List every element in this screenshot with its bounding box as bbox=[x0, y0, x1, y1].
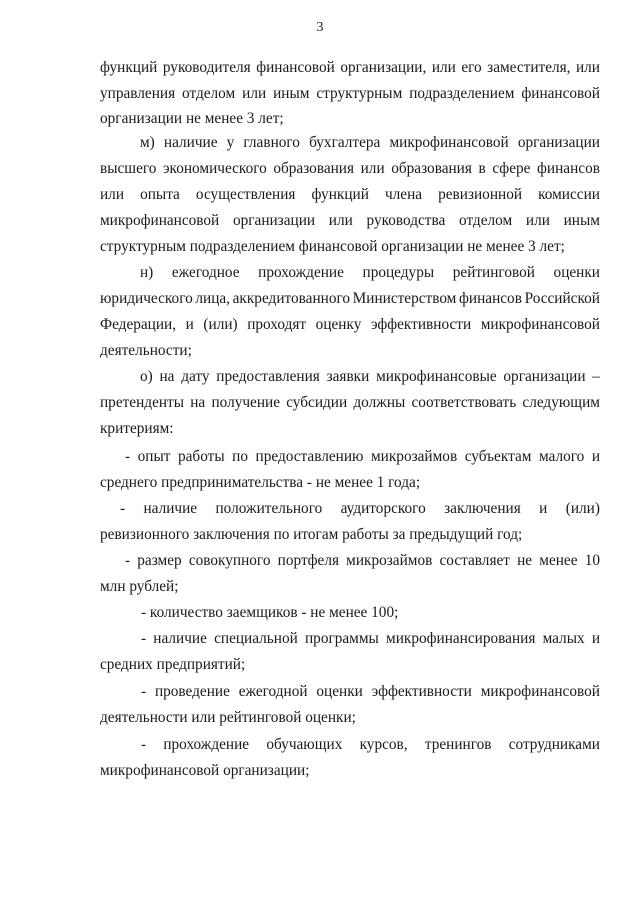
word: лица, bbox=[195, 290, 230, 307]
list-item-line bbox=[125, 449, 600, 464]
word: микрофинансовой bbox=[389, 134, 509, 151]
word: или bbox=[328, 212, 353, 229]
word: сфере bbox=[492, 160, 531, 177]
word: подразделением bbox=[409, 85, 515, 102]
text-line: деятельности; bbox=[100, 342, 192, 359]
list-item-line bbox=[141, 737, 600, 752]
word: - bbox=[125, 552, 131, 569]
word: не bbox=[517, 552, 533, 569]
word: или bbox=[575, 59, 600, 76]
word: ежегодной bbox=[238, 683, 308, 700]
word: или bbox=[431, 59, 456, 76]
word: организации bbox=[232, 212, 316, 229]
text-line bbox=[100, 187, 600, 202]
word: получение bbox=[211, 394, 280, 411]
text-line bbox=[100, 291, 600, 306]
word: микрофинансовой bbox=[100, 212, 220, 229]
word: малого bbox=[538, 448, 585, 465]
word: - bbox=[125, 448, 131, 465]
word: опыта bbox=[140, 186, 180, 203]
word: менее bbox=[539, 552, 578, 569]
word: работы bbox=[177, 448, 225, 465]
word: в bbox=[478, 160, 486, 177]
word: его bbox=[461, 59, 482, 76]
word: аудиторского bbox=[340, 500, 426, 517]
word: предоставлению bbox=[255, 448, 364, 465]
word: - bbox=[141, 683, 147, 700]
word: образования bbox=[273, 160, 355, 177]
word: структурным bbox=[316, 85, 403, 102]
word: заместителя, bbox=[487, 59, 571, 76]
word: иным bbox=[563, 212, 600, 229]
text-line: критериям: bbox=[100, 420, 174, 437]
word: микрозаймов bbox=[371, 448, 458, 465]
word: - bbox=[141, 736, 147, 753]
text-line: ревизионного заключения по итогам работы за предыдущий год; bbox=[100, 526, 523, 543]
word: специальной bbox=[214, 630, 298, 647]
word: портфеля bbox=[277, 552, 339, 569]
word: микрофинансовые bbox=[376, 368, 497, 385]
word: следующим bbox=[522, 394, 600, 411]
text-line: млн рублей; bbox=[100, 578, 179, 595]
word: или bbox=[100, 186, 125, 203]
word: высшего bbox=[100, 160, 157, 177]
word: составляет bbox=[439, 552, 510, 569]
text-line bbox=[140, 265, 600, 280]
word: совокупного bbox=[188, 552, 271, 569]
word: или bbox=[360, 160, 385, 177]
text-line bbox=[100, 213, 600, 228]
word: проходят bbox=[247, 316, 307, 333]
word: по bbox=[232, 448, 248, 465]
text-line: микрофинансовой организации; bbox=[100, 762, 310, 779]
word: м) bbox=[140, 134, 155, 151]
word: оценки bbox=[553, 264, 600, 281]
word: организации bbox=[517, 134, 600, 151]
word: - bbox=[120, 500, 126, 517]
list-item-line bbox=[120, 501, 600, 516]
word: – bbox=[592, 368, 600, 385]
word: положительного bbox=[215, 500, 323, 517]
text-line bbox=[100, 395, 600, 410]
word: и bbox=[591, 630, 600, 647]
word: программы bbox=[304, 630, 379, 647]
word: дату bbox=[181, 368, 210, 385]
word: оценку bbox=[315, 316, 362, 333]
word: прохождение bbox=[163, 736, 250, 753]
word: Федерации, bbox=[100, 316, 177, 333]
word: наличие bbox=[163, 134, 218, 151]
word: функций bbox=[100, 59, 158, 76]
word: - bbox=[141, 630, 147, 647]
text-line: организации не менее 3 лет; bbox=[100, 110, 284, 127]
word: руководства bbox=[366, 212, 446, 229]
word: микрофинансовой bbox=[480, 316, 600, 333]
word: субъектам bbox=[464, 448, 532, 465]
word: управления bbox=[100, 85, 176, 102]
word: (или) bbox=[203, 316, 238, 333]
word: обучающих bbox=[266, 736, 343, 753]
word: прохождение bbox=[258, 264, 344, 281]
word: члена bbox=[384, 186, 423, 203]
word: отделом bbox=[459, 212, 513, 229]
word: тренингов bbox=[424, 736, 492, 753]
word: претенденты bbox=[100, 394, 185, 411]
word: предоставления bbox=[216, 368, 320, 385]
word: о) bbox=[140, 368, 153, 385]
word: финансовой bbox=[256, 59, 335, 76]
word: заявки bbox=[326, 368, 370, 385]
word: отделом bbox=[182, 85, 236, 102]
word: и bbox=[591, 448, 600, 465]
word: микрофинансирования bbox=[386, 630, 536, 647]
list-item-line bbox=[141, 684, 600, 699]
word: осуществления bbox=[195, 186, 296, 203]
word: субсидии bbox=[286, 394, 348, 411]
word: наличие bbox=[143, 500, 198, 517]
word: сотрудниками bbox=[508, 736, 600, 753]
text-line bbox=[140, 369, 600, 384]
word: заключения bbox=[444, 500, 521, 517]
word: курсов, bbox=[359, 736, 408, 753]
word: юридического bbox=[100, 290, 193, 307]
word: наличие bbox=[153, 630, 207, 647]
word: главного bbox=[243, 134, 300, 151]
word: на bbox=[190, 394, 206, 411]
word: Российской bbox=[524, 290, 600, 307]
word: ежегодное bbox=[171, 264, 240, 281]
word: 10 bbox=[584, 552, 600, 569]
word: микрофинансовой bbox=[480, 683, 600, 700]
word: аккредитованного bbox=[232, 290, 351, 307]
word: на bbox=[159, 368, 175, 385]
word: или bbox=[525, 212, 550, 229]
word: должны bbox=[353, 394, 406, 411]
list-item-line: - количество заемщиков - не менее 100; bbox=[141, 604, 399, 621]
word: организации, bbox=[340, 59, 427, 76]
word: рейтинговой bbox=[452, 264, 535, 281]
text-line: средних предприятий; bbox=[100, 656, 246, 673]
list-item-line bbox=[141, 631, 600, 646]
word: проведение bbox=[154, 683, 230, 700]
word: процедуры bbox=[362, 264, 435, 281]
text-line: среднего предпринимательства - не менее 1 года; bbox=[100, 474, 421, 491]
word: образования bbox=[391, 160, 472, 177]
text-line bbox=[140, 135, 600, 150]
text-line bbox=[100, 317, 600, 332]
word: оценки bbox=[316, 683, 363, 700]
word: финансовой bbox=[521, 85, 600, 102]
text-line bbox=[100, 161, 600, 176]
word: иным bbox=[273, 85, 310, 102]
word: эффективности bbox=[371, 683, 472, 700]
word: и bbox=[539, 500, 548, 517]
word: организации bbox=[503, 368, 586, 385]
word: экономического bbox=[162, 160, 267, 177]
text-line bbox=[100, 86, 600, 101]
word: функций bbox=[311, 186, 369, 203]
word: (или) bbox=[565, 500, 600, 517]
word: малых bbox=[542, 630, 585, 647]
word: опыт bbox=[137, 448, 171, 465]
word: руководителя bbox=[162, 59, 251, 76]
word: и bbox=[185, 316, 194, 333]
list-item-line bbox=[125, 553, 600, 568]
word: н) bbox=[140, 264, 154, 281]
word: у bbox=[226, 134, 235, 151]
text-line bbox=[100, 60, 600, 75]
word: ревизионной bbox=[438, 186, 523, 203]
page-number: 3 bbox=[316, 20, 324, 35]
word: микрозаймов bbox=[346, 552, 433, 569]
word: комиссии bbox=[538, 186, 600, 203]
word: финансов bbox=[537, 160, 600, 177]
text-line: деятельности или рейтинговой оценки; bbox=[100, 709, 356, 726]
text-line: структурным подразделением финансовой организации не менее 3 лет; bbox=[100, 238, 565, 255]
word: размер bbox=[137, 552, 182, 569]
word: Министерством bbox=[352, 290, 457, 307]
word: финансов bbox=[459, 290, 522, 307]
word: бухгалтера bbox=[309, 134, 381, 151]
word: эффективности bbox=[370, 316, 472, 333]
word: соответствовать bbox=[411, 394, 517, 411]
word: или bbox=[242, 85, 267, 102]
